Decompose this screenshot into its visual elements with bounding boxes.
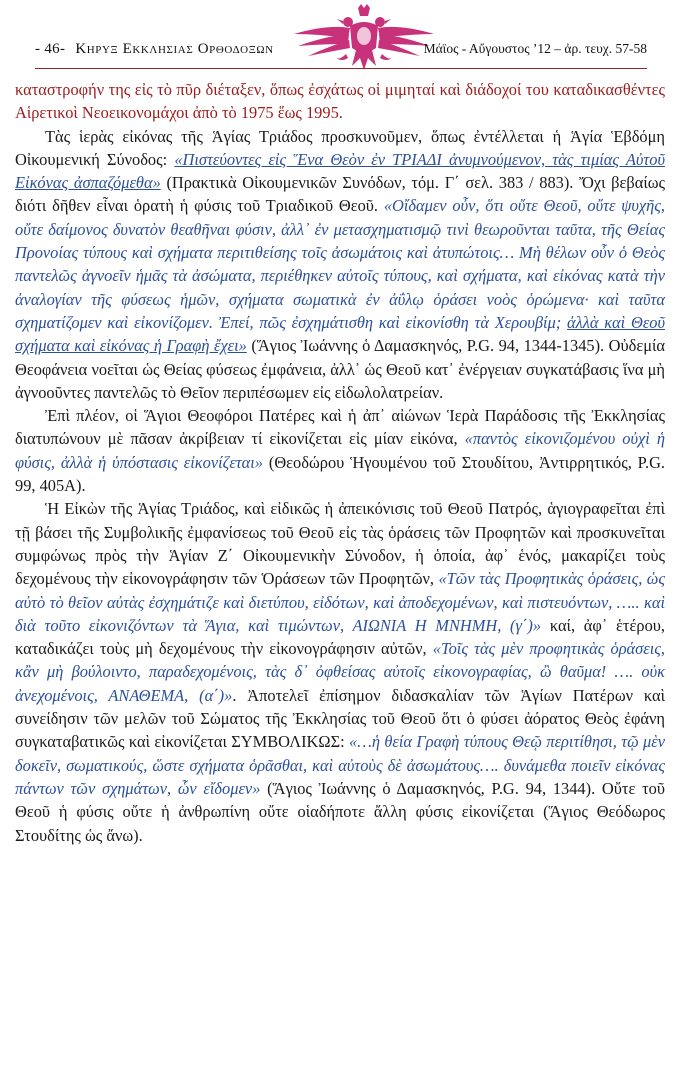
text-segment: καί, ἀφ᾽ ἑτέρου, καταδικάζει τοὺς μὴ δεχομένους τὴν εἰκονογράφησιν αὐτῶν, (15, 615, 665, 659)
double-headed-eagle-icon (288, 4, 440, 74)
text-segment: (Ἅγιος Ἰωάννης ὁ Δαμασκηνός, P.G. 94, 1344). Οὔτε τοῦ Θεοῦ ἡ φύσις οὔτε ἡ ἀνθρωπίνη οὔτε οἱαδήποτε ἄλλη φύσις εἰκονίζεται (Ἅγιος Θεόδωρος Στουδίτης ὡς ἄνω). (15, 778, 665, 845)
paragraph-3 (15, 497, 665, 846)
paragraph-0 (15, 78, 665, 125)
journal-title: Κηρυξ Εκκλησιας Ορθοδοξων (75, 41, 274, 57)
text-segment: (Πρακτικὰ Οἰκουμενικῶν Συνόδων, τόμ. Γ΄ σελ. 383 / 883). Ὄχι βεβαίως διότι δῆθεν εἶναι ὁρατὴ ἡ φύσις τοῦ Τριαδικοῦ Θεοῦ. (15, 173, 666, 216)
text-segment: Ἡ Εἰκὼν τῆς Ἁγίας Τριάδος, καὶ εἰδικῶς ἡ ἀπεικόνισις τοῦ Θεοῦ Πατρός, ἁγιογραφεῖται ἐπὶ τῇ βάσει τῆς Συμβολικῆς ἐμφανίσεως τοῦ Θεοῦ εἰς τὰς ὁράσεις τῶν Προφητῶν καὶ προσκυνεῖται συμφώνως πρὸς τὴν Ἁγίαν Ζ΄ Οἰκουμενικὴν Σύνοδον, ἡ ὁποία, ἀφ᾽ ἑνός, μακαρίζει τοὺς δεχομένους τὴν εἰκονογράφησιν τῶν Ὁράσεων τῶν Προφητῶν, (15, 499, 665, 589)
text-segment: (Θεοδώρου Ἡγουμένου τοῦ Στουδίτου, Ἀντιρρητικός, P.G. 99, 405Α). (15, 452, 666, 496)
text-segment: . Ἀποτελεῖ ἐπίσημον διδασκαλίαν τῶν Ἁγίων Πατέρων καὶ συνείδησιν τῶν μελῶν τοῦ Σώματος τῆς Ἐκκλησίας τοῦ Θεοῦ ὅτι ὁ φύσει ἀόρατος Θεὸς ἐφάνη συγκαταβατικῶς καὶ εἰκονίζεται ΣΥΜΒΟΛΙΚΩΣ: (15, 685, 665, 752)
text-segment: «παντὸς εἰκονιζομένου οὐχὶ ἡ φύσις, ἀλλὰ ἡ ὑπόστασις εἰκονίζεται» (15, 429, 665, 472)
page-number: - 46- (35, 41, 66, 57)
paragraph-2 (15, 404, 665, 497)
header-left (35, 41, 274, 58)
text-segment: (Ἅγιος Ἰωάννης ὁ Δαμασκηνός, P.G. 94, 1344-1345). Οὐδεμία Θεοφάνεια νοεῖται ὡς Θείας φύσεως ἐμφάνεια, ἀλλ᾽ ὡς Θεοῦ κατ᾽ ἐνέργειαν συγκατάβασις ἵνα μὴ ἀγνοοῦντες παντελῶς τὸ Θεῖον περιπέσωμεν εἰς εἰδωλολατρείαν. (15, 336, 665, 402)
text-segment: «…ἡ θεία Γραφὴ τύπους Θεῷ περιτίθησι, τῷ μὲν δοκεῖν, σωματικούς, ὥστε σχήματα ὁρᾶσθαι, καὶ αὐτοὺς δὲ ἀσωμάτους…. δυνάμεθα ποιεῖν εἰκόνας πάντων τῶν σχημάτων, ὧν εἴδομεν» (15, 732, 665, 798)
header-rule (35, 68, 647, 69)
text-segment: «Τῶν τὰς Προφητικὰς ὁράσεις, ὡς αὐτὸ τὸ θεῖον αὐτὰς ἐσχημάτιζε καὶ διετύπου, εἰδότων, καὶ ἀποδεχομένων, καὶ πιστευόντων, ….. καὶ διὰ τοῦτο εἰκονιζόντων τὰ Ἅγια, καὶ τιμώντων, ΑΙΩΝΙΑ Η ΜΝΗΜΗ, (γ΄)» (15, 569, 666, 635)
text-segment: ἀλλὰ καὶ Θεοῦ σχήματα καὶ εἰκόνας ἡ Γραφὴ ἔχει» (15, 312, 666, 356)
paragraph-1 (15, 125, 665, 405)
text-segment: «Πιστεύοντες εἰς Ἕνα Θεὸν ἐν ΤΡΙΑΔΙ ἀνυμνούμενον, τὰς τιμίας Αὐτοῦ Εἰκόνας ἀσπαζόμεθα» (15, 149, 666, 193)
text-segment: «Τοῖς τὰς μὲν προφητικὰς ὁράσεις, κἂν μὴ βούλοιντο, παραδεχομένοις, τὰς δ᾽ ὀφθείσας αὐτοῖς εἰκονογραφίας, ὢ θαῦμα! …. οὐκ ἀνεχομένοις, ΑΝΑΘΕΜΑ, (α΄)» (15, 639, 666, 705)
issue-info: Μάϊος - Αὔγουστος ’12 – ἀρ. τευχ. 57-58 (423, 41, 647, 56)
article-body (15, 78, 665, 847)
page-header (20, 0, 667, 76)
text-segment: «Οἴδαμεν οὖν, ὅτι οὔτε Θεοῦ, οὔτε ψυχῆς, οὔτε δαίμονος δυνατὸν θεαθῆναι φύσιν, ἀλλ᾽ ἐν μετασχηματισμῷ τινὶ θεωροῦνται ταῦτα, τῆς Θείας Προνοίας τύπους καὶ σχήματα περιτιθείσης τοῖς ἀσωμάτοις καὶ ἀτυπώτοις… Μὴ θέλων οὖν ὁ Θεὸς παντελῶς ἀγνοεῖν ἡμᾶς τὰ ἀσώματα, περιέθηκεν αὐτοῖς τύπους, καὶ σχήματα, καὶ εἰκόνας κατὰ τὴν ἀναλογίαν τῆς φύσεως ἡμῶν, σχήματα σωματικὰ ἐν ἀΰλῳ ὁράσει νοὸς ὁρώμενα· καὶ ταῦτα σχηματίζομεν καὶ εἰκονίζομεν. Ἐπεί, πῶς ἐσχημάτισθη καὶ εἰκονίσθη τὰ Χερουβίμ; (15, 196, 665, 332)
text-segment: Τὰς ἱερὰς εἰκόνας τῆς Ἁγίας Τριάδος προσκυνοῦμεν, ὅπως ἐντέλλεται ἡ Ἁγία Ἑβδόμη Οἰκουμενική Σύνοδος: (15, 126, 665, 169)
text-segment: Ἐπὶ πλέον, οἱ Ἅγιοι Θεοφόροι Πατέρες καὶ ἡ ἀπ᾽ αἰώνων Ἱερὰ Παράδοσις τῆς Ἐκκλησίας διατυπώνουν μὲ πᾶσαν ἀκρίβειαν τί εἰκονίζεται εἰς μίαν εἰκόνα, (15, 406, 665, 449)
text-segment: καταστροφήν της εἰς τὸ πῦρ διέταξεν, ὅπως ἐσχάτως οἱ μιμηταί καὶ διάδοχοί του καταδικασθέντες Αἱρετικοὶ Νεοεικονομάχοι ἀπὸ τὸ 1975 ἕως 1995. (15, 80, 665, 123)
